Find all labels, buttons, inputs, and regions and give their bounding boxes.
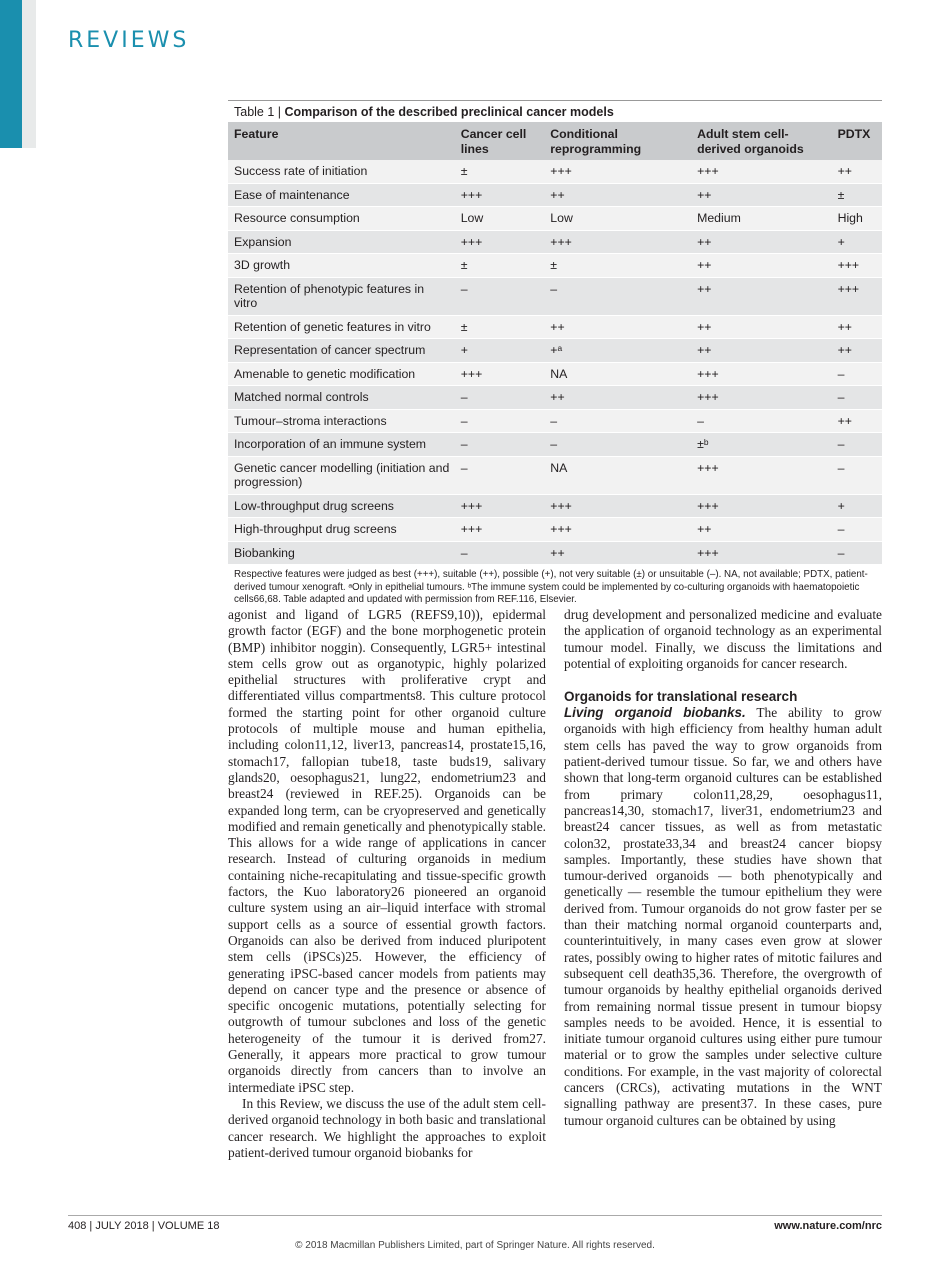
table-caption	[228, 101, 882, 122]
feature-cell: Biobanking	[228, 541, 455, 565]
rating-cell: NA	[544, 362, 691, 386]
rating-cell: +++	[544, 518, 691, 542]
rating-cell: ++	[544, 541, 691, 565]
rating-cell: –	[544, 409, 691, 433]
rating-cell: ++	[691, 518, 831, 542]
left-column	[228, 607, 546, 1161]
rating-cell: +++	[832, 254, 882, 278]
rating-cell: +++	[691, 456, 831, 494]
rating-cell: –	[455, 277, 545, 315]
right-column	[564, 607, 882, 1129]
section-color-bar	[0, 0, 22, 148]
rating-cell: –	[455, 456, 545, 494]
rating-cell: ++	[544, 183, 691, 207]
table-row	[228, 494, 882, 518]
table-row	[228, 315, 882, 339]
feature-cell: Matched normal controls	[228, 386, 455, 410]
table-1	[228, 100, 882, 607]
feature-cell: 3D growth	[228, 254, 455, 278]
rating-cell: +++	[455, 494, 545, 518]
feature-cell: Low-throughput drug screens	[228, 494, 455, 518]
copyright-notice: © 2018 Macmillan Publishers Limited, part of Springer Nature. All rights reserved.	[295, 1240, 655, 1251]
comparison-table	[228, 122, 882, 565]
table-row	[228, 362, 882, 386]
rating-cell: ++	[691, 183, 831, 207]
rating-cell: ++	[832, 409, 882, 433]
table-header-row	[228, 122, 882, 160]
rating-cell: Medium	[691, 207, 831, 231]
footer-url-link[interactable]: www.nature.com/nrc	[774, 1220, 882, 1232]
rating-cell: +++	[455, 362, 545, 386]
rating-cell: +++	[691, 160, 831, 183]
table-row	[228, 183, 882, 207]
rating-cell: ++	[691, 254, 831, 278]
rating-cell: +	[832, 494, 882, 518]
rating-cell: –	[544, 433, 691, 457]
rating-cell: ++	[832, 339, 882, 363]
rating-cell: –	[832, 541, 882, 565]
feature-cell: Genetic cancer modelling (initiation and progression)	[228, 456, 455, 494]
rating-cell: +++	[544, 230, 691, 254]
feature-cell: High-throughput drug screens	[228, 518, 455, 542]
rating-cell: ++	[832, 315, 882, 339]
rating-cell: –	[832, 518, 882, 542]
table-row	[228, 230, 882, 254]
rating-cell: –	[455, 433, 545, 457]
feature-cell: Tumour–stroma interactions	[228, 409, 455, 433]
rating-cell: High	[832, 207, 882, 231]
rating-cell: ++	[691, 277, 831, 315]
table-row	[228, 277, 882, 315]
rating-cell: +++	[691, 494, 831, 518]
rating-cell: ±	[455, 315, 545, 339]
rating-cell: +++	[544, 160, 691, 183]
rating-cell: ++	[832, 160, 882, 183]
rating-cell: –	[544, 277, 691, 315]
rating-cell: –	[832, 386, 882, 410]
feature-cell: Ease of maintenance	[228, 183, 455, 207]
rating-cell: Low	[455, 207, 545, 231]
table-row	[228, 541, 882, 565]
rating-cell: +ᵃ	[544, 339, 691, 363]
feature-cell: Expansion	[228, 230, 455, 254]
rating-cell: ++	[691, 230, 831, 254]
rating-cell: –	[455, 409, 545, 433]
rating-cell: ±	[544, 254, 691, 278]
table-row	[228, 409, 882, 433]
table-caption-title: Comparison of the described preclinical cancer models	[284, 105, 614, 119]
table-row	[228, 456, 882, 494]
rating-cell: ++	[691, 339, 831, 363]
feature-cell: Incorporation of an immune system	[228, 433, 455, 457]
rating-cell: ±	[455, 160, 545, 183]
right-paragraph-2	[564, 705, 882, 1129]
left-paragraph-1: agonist and ligand of LGR5 (REFS9,10)), epidermal growth factor (EGF) and the bone morphogenetic protein (BMP) inhibitor noggin). Consequently, LGR5+ intestinal stem cells grow out as organotypic, highly polarized epithelial structures with proliferative crypt and differentiated villus compartments8. This culture protocol formed the starting point for other organoid culture protocols of multiple mouse and human epithelia, including colon11,12, liver13, pancreas14, prostate15,16, stomach17, fallopian tube18, taste buds19, salivary glands20, oesophagus21, lung22, endometrium23 and breast24 (reviewed in REF.25). Organoids can be expanded long term, can be cryopreserved and genetically modified and remain genetically and phenotypically stable. This allows for a wide range of applications in cancer research. Instead of culturing organoids in medium containing niche-recapitulating and tissue-specific growth factors, the Kuo laboratory26 pioneered an organoid culture system using an air–liquid interface with stromal support cells as a source of essential growth factors. Organoids can also be derived from induced pluripotent stem cells (iPSCs)25. However, the efficiency of generating iPSC-based cancer models from patients may depend on cancer type and the presence or absence of specific oncogenic mutations, potentially selecting for outgrowth of tumour subclones and loss of the genetic heterogeneity of the tumour it is derived from27. Generally, it appears more practical to grow tumour organoids directly from cancers than to involve an intermediate iPSC step.	[228, 607, 546, 1095]
header-organoids: Adult stem cell-derived organoids	[691, 122, 831, 160]
rating-cell: –	[832, 433, 882, 457]
rating-cell: ±ᵇ	[691, 433, 831, 457]
rating-cell: +++	[691, 541, 831, 565]
section-bar-shadow	[22, 0, 36, 148]
feature-cell: Retention of genetic features in vitro	[228, 315, 455, 339]
rating-cell: ±	[455, 254, 545, 278]
rating-cell: ++	[544, 386, 691, 410]
rating-cell: +++	[455, 518, 545, 542]
footer-page-info: 408 | JULY 2018 | VOLUME 18	[68, 1220, 220, 1232]
table-caption-label: Table 1 |	[234, 105, 285, 119]
table-body	[228, 160, 882, 565]
rating-cell: +++	[691, 362, 831, 386]
left-paragraph-2: In this Review, we discuss the use of the adult stem cell-derived organoid technology in both basic and translational cancer research. We highlight the approaches to exploit patient-derived tumour organoid biobanks for	[228, 1095, 546, 1160]
rating-cell: +	[455, 339, 545, 363]
right-paragraph-1: drug development and personalized medicine and evaluate the application of organoid technology as an experimental tumour model. Finally, we discuss the limitations and potential of exploiting organoids for cancer research.	[564, 607, 882, 671]
rating-cell: Low	[544, 207, 691, 231]
feature-cell: Resource consumption	[228, 207, 455, 231]
table-row	[228, 518, 882, 542]
rating-cell: +++	[544, 494, 691, 518]
right-paragraph-2-text: The ability to grow organoids with high efficiency from healthy human adult stem cells has paved the way to grow organoids from patient-derived tumour tissue. So far, we and others have shown that long-term organoid cultures can be established from primary colon11,28,29, oesophagus11, pancreas14,30, stomach17, liver31, endometrium23 and breast24 cancer tissues, as well as from metastatic colon32, prostate33,34 and breast24 cancer biopsy samples. Importantly, these studies have shown that tumour-derived organoids — both phenotypically and genetically — resemble the tumour epithelium they were derived from. Tumour organoids do not grow faster per se than their matching normal organoid counterparts and, counterintuitively, in many cases even grow at slower rates, possibly owing to higher rates of mitotic failures and subsequent cell death35,36. Therefore, the overgrowth of tumour organoids by healthy epithelial organoids derived from remaining normal tissue present in tumour biopsy samples needs to be avoided. Hence, it is essential to initiate tumour organoid cultures using either pure tumour material or to grow the samples under selective culture conditions. For example, in the vast majority of colorectal cancers (CRCs), activating mutations in the WNT signalling pathway are present37. In these cases, pure tumour organoid cultures can be obtained by using	[564, 705, 882, 1128]
rating-cell: +++	[691, 386, 831, 410]
header-conditional-reprogramming: Conditional reprogramming	[544, 122, 691, 160]
rating-cell: –	[832, 456, 882, 494]
table-row	[228, 207, 882, 231]
table-row	[228, 386, 882, 410]
header-cancer-cell-lines: Cancer cell lines	[455, 122, 545, 160]
rating-cell: +	[832, 230, 882, 254]
table-footnote: Respective features were judged as best (+++), suitable (++), possible (+), not very suitable (±) or unsuitable (–). NA, not available; PDTX, patient-derived tumour xenograft. ᵃOnly in epithelial tumours. ᵇThe immune system could be implemented by co-culturing organoids with haematopoietic cells66,68. Table adapted and updated with permission from REF.116, Elsevier.	[234, 569, 868, 605]
feature-cell: Representation of cancer spectrum	[228, 339, 455, 363]
rating-cell: –	[455, 386, 545, 410]
feature-cell: Amenable to genetic modification	[228, 362, 455, 386]
table-row	[228, 160, 882, 183]
rating-cell: +++	[832, 277, 882, 315]
feature-cell: Retention of phenotypic features in vitro	[228, 277, 455, 315]
rating-cell: ++	[691, 315, 831, 339]
table-row	[228, 254, 882, 278]
rating-cell: +++	[455, 230, 545, 254]
table-row	[228, 433, 882, 457]
rating-cell: ++	[544, 315, 691, 339]
section-heading: Organoids for translational research	[564, 689, 798, 705]
footer-rule	[68, 1215, 882, 1216]
rating-cell: –	[832, 362, 882, 386]
rating-cell: ±	[832, 183, 882, 207]
section-label: REVIEWS	[68, 28, 190, 53]
feature-cell: Success rate of initiation	[228, 160, 455, 183]
rating-cell: –	[455, 541, 545, 565]
rating-cell: –	[691, 409, 831, 433]
header-pdtx: PDTX	[832, 122, 882, 160]
rating-cell: +++	[455, 183, 545, 207]
table-row	[228, 339, 882, 363]
rating-cell: NA	[544, 456, 691, 494]
runin-heading: Living organoid biobanks.	[564, 705, 746, 721]
header-feature: Feature	[228, 122, 455, 160]
